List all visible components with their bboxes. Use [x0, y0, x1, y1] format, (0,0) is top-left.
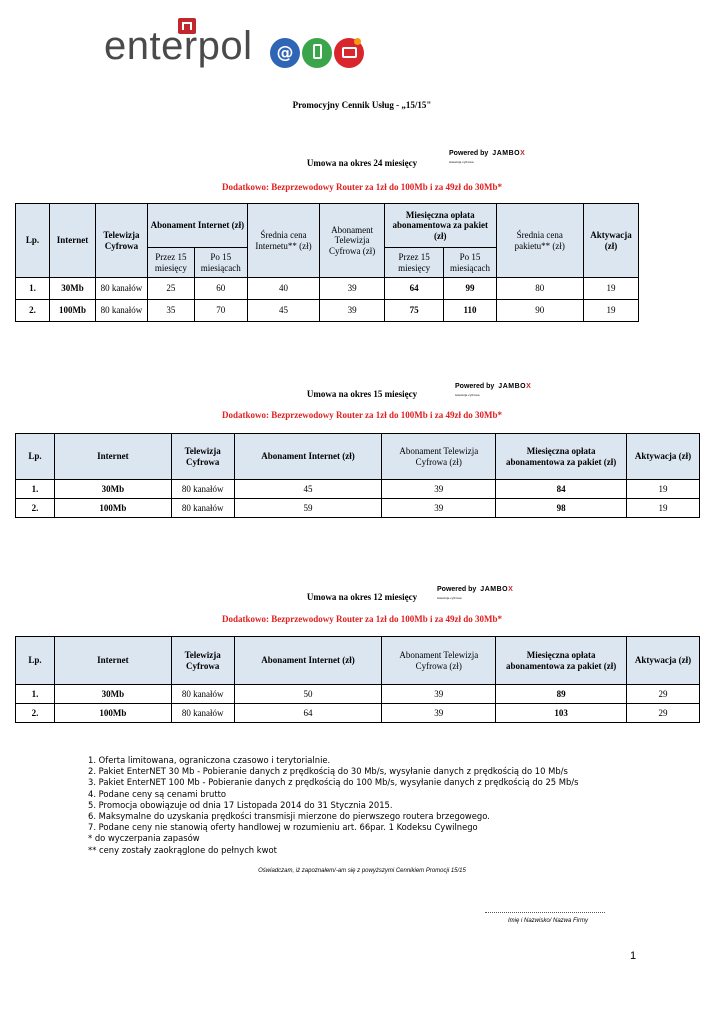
table-row: 1. 30Mb 80 kanałów 25 60 40 39 64 99 80 19 [16, 278, 639, 300]
price-table-15 [15, 433, 700, 518]
col-srednia-pakiet: Średnia cena pakietu** (zł) [496, 204, 583, 278]
col-srednia-internet: Średnia cena Internetu** (zł) [247, 204, 320, 278]
note-item: 5. Promocja obowiązuje od dnia 17 Listopada 2014 do 31 Stycznia 2015. [88, 799, 393, 810]
col-abon-internet: Abonament Internet (zł) [234, 434, 382, 480]
col-abon-tv: Abonament Telewizja Cyfrowa (zł) [320, 204, 385, 278]
table-row: 1. 30Mb 80 kanałów 45 39 84 19 [16, 480, 700, 499]
contract-period: Umowa na okres 15 miesięcy [306, 389, 418, 399]
tv-dot-icon [354, 38, 361, 45]
col-lp: Lp. [16, 434, 55, 480]
powered-by-label: Powered by [437, 586, 477, 593]
page-number: 1 [630, 950, 637, 962]
col-miesieczna: Miesięczna opłata abonamentowa za pakiet (zł) [496, 434, 627, 480]
phone-icon [302, 38, 332, 68]
price-table-24 [15, 203, 639, 322]
col-abon-internet: Abonament Internet (zł) [234, 637, 382, 685]
col-aktywacja: Aktywacja (zł) [584, 204, 639, 278]
col-abon-przez: Przez 15 miesięcy [148, 248, 195, 278]
page-title: Promocyjny Cennik Usług - „15/15" [292, 100, 432, 110]
router-offer: Dodatkowo: Bezprzewodowy Router za 1zł do 100Mb i za 49zł do 30Mb* [221, 410, 503, 420]
powered-by-label: Powered by [449, 150, 489, 157]
col-internet: Internet [54, 637, 171, 685]
col-tv: Telewizja Cyfrowa [95, 204, 147, 278]
note-item: 6. Maksymalne do uzyskania prędkości transmisji mierzone do pierwszego routera brzegowego. [88, 811, 490, 822]
table-row: 2. 100Mb 80 kanałów 64 39 103 29 [16, 704, 700, 723]
col-mies-przez: Przez 15 miesięcy [384, 248, 443, 278]
note-item: ** ceny zostały zaokrąglone do pełnych kwot [88, 844, 277, 855]
declaration: Oświadczam, iż zapoznałem/-am się z powyższymi Cennikiem Promocji 15/15 [258, 868, 466, 874]
price-table-12 [15, 636, 700, 723]
col-abon-po: Po 15 miesiącach [194, 248, 247, 278]
jambox-logo: JAMBOX telewizja cyfrowa [455, 383, 532, 397]
col-aktywacja: Aktywacja (zł) [627, 434, 700, 480]
note-item: 7. Podane ceny nie stanowią oferty handlowej w rozumieniu art. 66par. 1 Kodeksu Cywilnego [88, 822, 478, 833]
col-internet: Internet [54, 434, 171, 480]
col-tv: Telewizja Cyfrowa [171, 434, 234, 480]
logo-text: enterpol [104, 24, 253, 68]
note-item: 3. Pakiet EnterNET 100 Mb - Pobieranie danych z prędkością do 100 Mb/s, wysyłanie danych z prędkością do 25 Mb/s [88, 777, 579, 788]
jambox-logo: JAMBOX telewizja cyfrowa [449, 150, 526, 164]
at-icon: @ [270, 38, 300, 68]
col-abon-tv: Abonament Telewizja Cyfrowa (zł) [382, 637, 496, 685]
signature-label: Imię i Nazwisko/ Nazwa Firmy [507, 918, 588, 924]
col-lp: Lp. [16, 637, 55, 685]
signature-line [485, 912, 605, 913]
col-miesieczna: Miesięczna opłata abonamentowa za pakiet (zł) [496, 637, 627, 685]
note-item: 1. Oferta limitowana, ograniczona czasowo i terytorialnie. [88, 755, 331, 765]
col-internet: Internet [50, 204, 96, 278]
col-abon-tv: Abonament Telewizja Cyfrowa (zł) [382, 434, 496, 480]
col-abon-internet: Abonament Internet (zł) [148, 204, 248, 248]
table-row: 2. 100Mb 80 kanałów 35 70 45 39 75 110 90 19 [16, 300, 639, 322]
col-lp: Lp. [16, 204, 50, 278]
note-item: 4. Podane ceny są cenami brutto [88, 788, 227, 799]
note-item: 2. Pakiet EnterNET 30 Mb - Pobieranie danych z prędkością do 30 Mb/s, wysyłanie danych z prędkością do 10 Mb/s [88, 766, 568, 777]
contract-period: Umowa na okres 24 miesięcy [306, 158, 418, 168]
footnotes [88, 755, 579, 856]
router-offer: Dodatkowo: Bezprzewodowy Router za 1zł do 100Mb i za 49zł do 30Mb* [221, 182, 503, 192]
note-item: * do wyczerpania zapasów [88, 833, 200, 844]
col-mies-po: Po 15 miesiącach [444, 248, 496, 278]
col-aktywacja: Aktywacja (zł) [627, 637, 700, 685]
contract-period: Umowa na okres 12 miesięcy [306, 592, 418, 602]
table-row: 2. 100Mb 80 kanałów 59 39 98 19 [16, 499, 700, 518]
jambox-logo: JAMBOX telewizja cyfrowa [437, 586, 514, 600]
powered-by-label: Powered by [455, 383, 495, 390]
col-tv: Telewizja Cyfrowa [171, 637, 234, 685]
router-offer: Dodatkowo: Bezprzewodowy Router za 1zł do 100Mb i za 49zł do 30Mb* [221, 614, 503, 624]
col-miesieczna: Miesięczna opłata abonamentowa za pakiet (zł) [384, 204, 496, 248]
table-row: 1. 30Mb 80 kanałów 50 39 89 29 [16, 685, 700, 704]
